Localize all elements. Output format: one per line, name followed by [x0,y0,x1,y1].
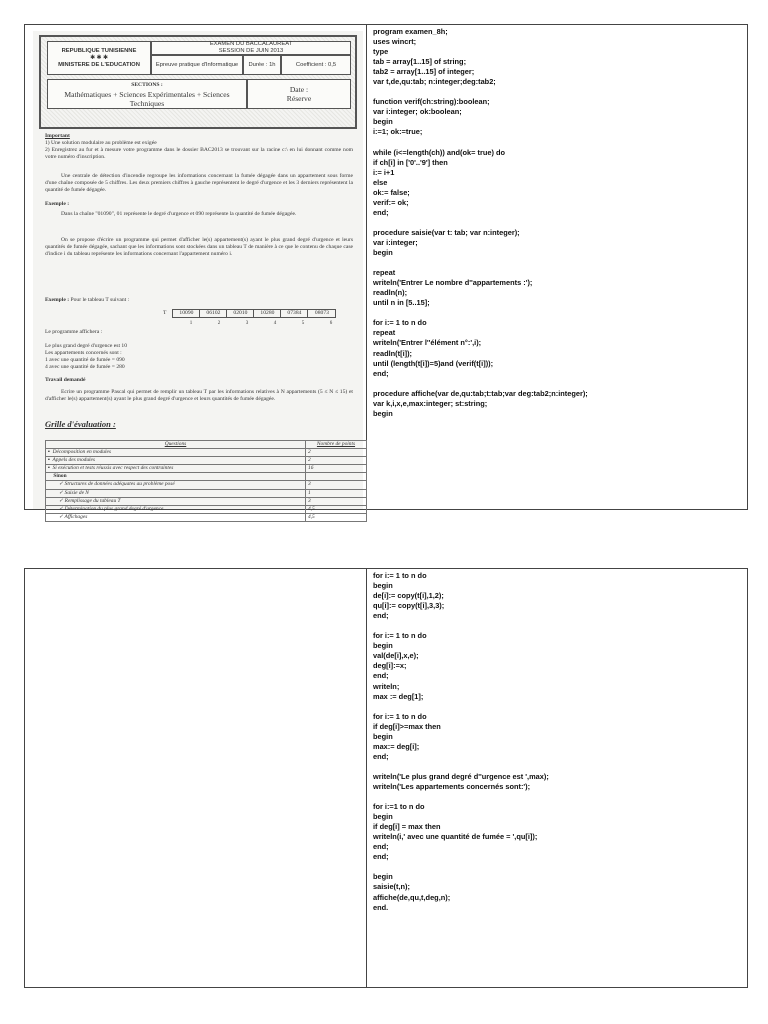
header-republic [47,41,151,75]
grid-head-questions: Questions [46,441,306,449]
t-label: T [163,310,167,316]
important-item-2: 2) Enregistrez au fur et à mesure votre programme dans le dossier BAC2013 se trouvant sur la racine c:\ en lui donnant comme nom votre numéro d'inscription. [45,147,353,161]
grid-points: 1 [306,489,367,497]
important-item-1: 1) Une solution modulaire au problème est exigée [45,140,157,147]
grid-row [46,465,367,473]
t-index: 1 [189,321,193,326]
output-lines [45,343,353,371]
problem-paragraph: On se propose d'écrire un programme qui permet d'afficher le(s) appartement(s) ayant le plus grand degré d'urgence et leurs quantités de fumée dégagée, sachant que les informations sont stockées dans un tableau T de manière à ce que le contenu de chaque case d'indice i du tableau représente les informations concernant l'appartement numéro i. [45,237,353,258]
header-exam-title [151,41,351,55]
empty-cell [25,569,367,987]
code-page-1: program examen_8h; uses wincrt; type tab = array[1..15] of string; tab2 = array[1..15] of integer; var t,de,qu:tab; n:integer;deg:tab2; function verif(ch:string):boolean; var i:integer; ok:boolean; begin i:=1; ok:=true; while (i<=length(ch)) and(ok= true) do if ch[i] in ['0'..'9'] then i:= i+1 else ok:= false; verif:= ok; end; procedure saisie(var t: tab; var n:integer); var i:integer; begin repeat writeln('Entrer Le nombre d''appartements :'); readln(n); until n in [5..15]; for i:= 1 to n do repeat writeln('Entrer l''élément n°:',i); readln(t[i]); until (length(t[i])=5)and (verif(t[i])); end; procedure affiche(var de,qu:tab;t:tab;var deg:tab2;n:integer); var k,i,x,e,max:integer; st:string; begin [373,27,588,418]
grid-row [46,489,367,497]
coef-text: Coefficient : 0,5 [295,61,337,68]
output-line: Le plus grand degré d'urgence est 10 [45,343,127,349]
grid-row [46,513,367,521]
grid-row [46,457,367,465]
grid-question: ✓ Détermination du plus grand degré d'urgence [46,505,306,513]
t-index: 2 [217,321,221,326]
sections-label: SECTIONS : [131,81,163,88]
republic-text: REPUBLIQUE TUNISIENNE [61,47,137,54]
t-cell: 08073 [314,310,329,316]
grid-row [46,505,367,513]
t-cell: 07384 [281,310,308,317]
grid-header-row [46,441,367,449]
exam-scan-cell [25,25,367,520]
output-intro: Le programme affichera : [45,329,103,335]
grid-question: ✓ Affichages [46,513,306,521]
grid-row [46,473,367,481]
grid-row [46,481,367,489]
work-text: Ecrire un programme Pascal qui permet de remplir un tableau T par les informations relatives à N appartements (5 ≤ N ≤ 15) et d'afficher le(s) appartement(s) ayant le plus grand degré d'urgence et leurs quantités de fumée dégagée. [45,389,353,403]
t-cell: 10280 [254,310,281,317]
exam-scan-image [33,31,363,520]
t-index: 5 [301,321,305,326]
grid-points: 4,5 [306,505,367,513]
grid-head-points: Nombre de points [306,441,367,449]
intro-paragraph: Une centrale de détection d'incendie regroupe les informations concernant la fumée dégagée dans un appartement sous forme d'une chaîne composée de 5 chiffres. Les deux premiers chiffres à gauche représentent le degré d'urgence et les 3 derniers représentent la quantité de fumée dégagée. [45,173,353,194]
grid-question: Sinon [46,473,306,481]
code-page-2: for i:= 1 to n do begin de[i]:= copy(t[i],1,2); qu[i]:= copy(t[i],3,3); end; for i:= 1 to n do begin val(de[i],x,e); deg[i]:=x; end; writeln; max := deg[1]; for i:= 1 to n do if deg[i]>=max then begin max:= deg[i]; end; writeln('Le plus grand degré d''urgence est ',max); writeln('Les appartements concernés sont:'); for i:=1 to n do begin if deg[i] = max then writeln(i,' avec une quantité de fumée = ',qu[i]); end; end; begin saisie(t,n); affiche(de,qu,t,deg,n); end. [373,571,549,912]
t-index: 6 [329,321,333,326]
grid-points: 16 [306,465,367,473]
sections-text: Mathématiques + Sciences Expérimentales + Sciences Techniques [64,89,230,108]
document-table-1 [24,24,748,520]
important-section [45,133,353,161]
example-title: Exemple : [45,201,70,207]
grid-question: ✓ Structures de données adéquates au problème posé [46,481,306,489]
grid-row [46,497,367,505]
t-array [163,309,336,318]
output-line: 1 avec une quantité de fumée = 090 [45,357,125,364]
date-label: Date : [289,85,309,94]
example2-title: Exemple : [45,297,70,303]
t-cell: 02010 [227,310,254,317]
evaluation-grid [45,440,367,522]
grid-points: 4,5 [306,513,367,521]
t-cells [172,309,336,318]
stars-text: ✱ ✱ ✱ [90,54,108,61]
grid-question: ✓ Saisie de N [46,489,306,497]
grid-title: Grille d'évaluation : [45,419,116,429]
grid-points: 2 [306,449,367,457]
output-line: Les appartements concernés sont : [45,350,122,357]
header-epreuve [151,55,243,75]
ministry-text: MINISTERE DE L'EDUCATION [58,61,140,68]
grid-points: 3 [306,481,367,489]
grid-question: ▪ Décomposition en modules [46,449,306,457]
t-index: 4 [273,321,277,326]
t-cell: 10090 [173,310,200,317]
t-index: 3 [245,321,249,326]
exam-title-text: EXAMEN DU BACCALAUREAT [209,41,293,47]
header-date [247,79,351,109]
output-line: 4 avec une quantité de fumée = 280 [45,364,125,371]
session-text: SESSION DE JUIN 2013 [218,48,284,54]
header-coef [281,55,351,75]
header-duree [243,55,281,75]
grid-question: ▪ Appels des modules [46,457,306,465]
duree-text: Durée : 1h [248,61,276,68]
grid-points: 2 [306,457,367,465]
example2-text: Pour le tableau T suivant : [70,297,130,303]
important-title: Important [45,133,70,139]
grid-points: 3 [306,497,367,505]
grid-question: ▪ Si exécution et tests réussis avec respect des contraintes [46,465,306,473]
grid-row [46,449,367,457]
exam-header [39,35,357,129]
example-text: Dans la chaîne "01090", 01 représente le degré d'urgence et 090 représente la quantité de fumée dégagée. [61,211,297,217]
date-value: Réserve [286,94,312,103]
grid-points [306,473,367,481]
grid-question: ✓ Remplissage du tableau T [46,497,306,505]
header-sections [47,79,247,109]
t-cell: 06102 [200,310,227,317]
example2 [45,297,353,304]
work-title: Travail demandé [45,377,86,383]
t-indices [177,320,345,327]
document-table-2 [24,568,748,988]
epreuve-text: Epreuve pratique d'Informatique [155,61,239,68]
